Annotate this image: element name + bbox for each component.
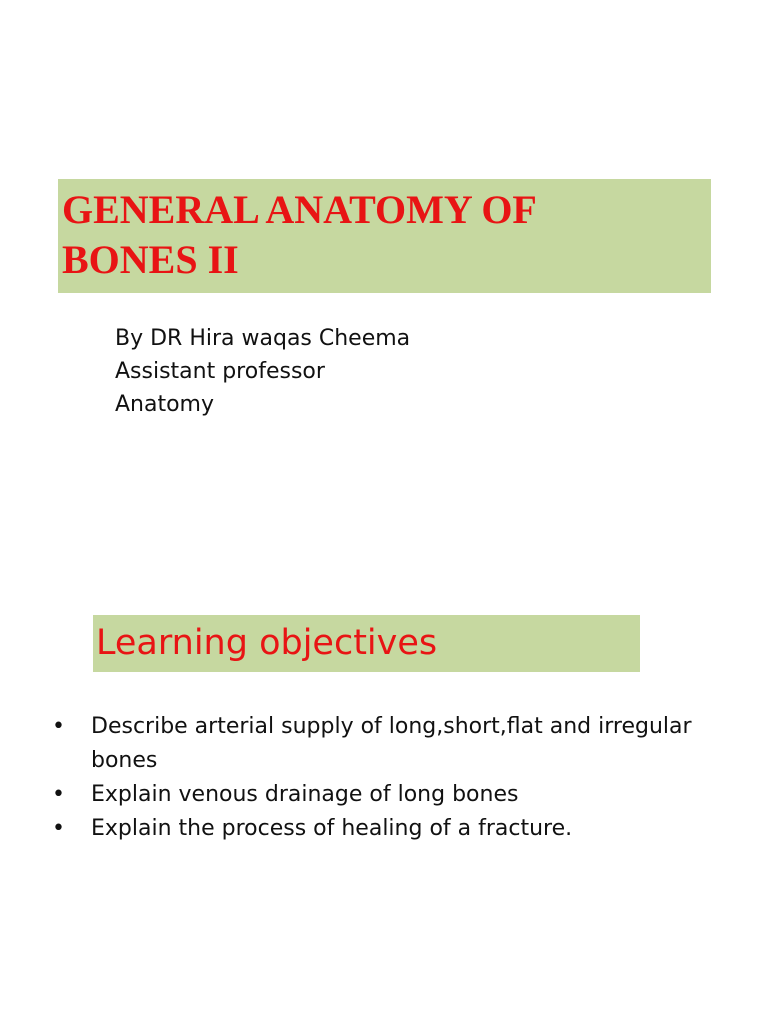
author-info	[115, 322, 410, 421]
objective-text: Explain the process of healing of a fracture.	[91, 816, 573, 841]
bullet-icon: •	[52, 714, 65, 739]
page-title	[62, 185, 711, 285]
list-item	[52, 812, 742, 846]
title-line-1: GENERAL ANATOMY OF	[62, 187, 537, 232]
objective-text: Describe arterial supply of long,short,flat and irregular bones	[91, 714, 692, 773]
title-banner	[58, 179, 711, 293]
list-item	[52, 778, 742, 812]
author-byline: By DR Hira waqas Cheema	[115, 326, 411, 351]
objectives-list	[52, 710, 742, 846]
bullet-icon: •	[52, 782, 65, 807]
objectives-heading-banner	[93, 615, 640, 672]
title-line-2: BONES II	[62, 237, 239, 282]
objective-text: Explain venous drainage of long bones	[91, 782, 519, 807]
objectives-heading: Learning objectives	[96, 623, 438, 663]
author-department: Anatomy	[115, 392, 215, 417]
bullet-icon: •	[52, 816, 65, 841]
author-position: Assistant professor	[115, 359, 325, 384]
list-item	[52, 710, 742, 778]
